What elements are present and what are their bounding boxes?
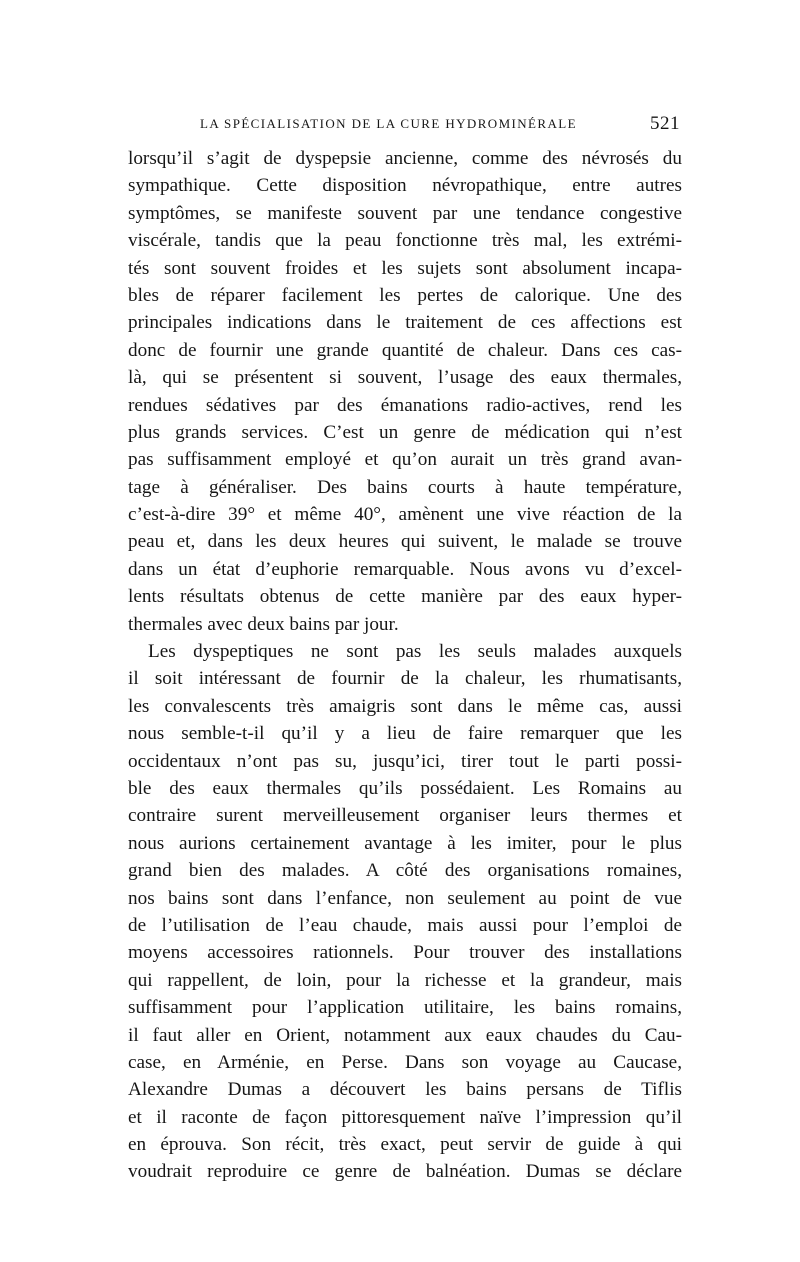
text-line: nos bains sont dans l’enfance, non seulement au point de vue (128, 887, 682, 909)
text-line: plus grands services. C’est un genre de médication qui n’est (128, 421, 682, 443)
text-line: il soit intéressant de fournir de la chaleur, les rhumatisants, (128, 668, 682, 690)
text-line: voudrait reproduire ce genre de balnéation. Dumas se déclare (128, 1161, 682, 1183)
text-line: tage à généraliser. Des bains courts à haute température, (128, 476, 682, 498)
text-line: Les dyspeptiques ne sont pas les seuls malades auxquels (148, 641, 682, 663)
text-line: lents résultats obtenus de cette manière par des eaux hyper- (128, 586, 682, 608)
text-line: symptômes, se manifeste souvent par une tendance congestive (128, 202, 682, 224)
running-title: LA SPÉCIALISATION DE LA CURE HYDROMINÉRALE (200, 116, 577, 131)
text-line: c’est-à-dire 39° et même 40°, amènent une vive réaction de la (128, 504, 682, 526)
text-line: il faut aller en Orient, notamment aux eaux chaudes du Cau- (128, 1024, 682, 1046)
text-line: ble des eaux thermales qu’ils possédaient. Les Romains au (128, 777, 682, 799)
text-line: pas suffisamment employé et qu’on aurait un très grand avan- (128, 449, 682, 471)
text-line: suffisamment pour l’application utilitaire, les bains romains, (128, 997, 682, 1019)
page-header (200, 113, 680, 138)
text-line: lorsqu’il s’agit de dyspepsie ancienne, comme des névrosés du (128, 148, 682, 169)
text-line: en éprouva. Son récit, très exact, peut servir de guide à qui (128, 1134, 682, 1156)
paragraph (128, 638, 682, 1186)
text-line: nous aurions certainement avantage à les imiter, pour le plus (128, 832, 682, 854)
text-line: moyens accessoires rationnels. Pour trouver des installations (128, 942, 682, 964)
text-line: nous semble-t-il qu’il y a lieu de faire remarquer que les (128, 723, 682, 745)
text-line: case, en Arménie, en Perse. Dans son voyage au Caucase, (128, 1051, 682, 1073)
paragraph (128, 145, 682, 638)
text-line: donc de fournir une grande quantité de chaleur. Dans ces cas- (128, 339, 682, 361)
text-line: tés sont souvent froides et les sujets sont absolument incapa- (128, 257, 682, 279)
text-line: peau et, dans les deux heures qui suivent, le malade se trouve (128, 531, 682, 553)
text-line: viscérale, tandis que la peau fonctionne très mal, les extrémi- (128, 230, 682, 252)
text-line: les convalescents très amaigris sont dans le même cas, aussi (128, 695, 682, 717)
text-line: bles de réparer facilement les pertes de calorique. Une des (128, 284, 682, 306)
text-line: dans un état d’euphorie remarquable. Nous avons vu d’excel- (128, 558, 682, 580)
text-line: qui rappellent, de loin, pour la richesse et la grandeur, mais (128, 969, 682, 991)
text-line: et il raconte de façon pittoresquement naïve l’impression qu’il (128, 1106, 682, 1128)
text-line: grand bien des malades. A côté des organisations romaines, (128, 860, 682, 882)
text-line: de l’utilisation de l’eau chaude, mais aussi pour l’emploi de (128, 914, 682, 936)
text-line: sympathique. Cette disposition névropathique, entre autres (128, 175, 682, 197)
body-text (128, 145, 682, 1186)
text-line: occidentaux n’ont pas su, jusqu’ici, tirer tout le parti possi- (128, 750, 682, 772)
text-line: Alexandre Dumas a découvert les bains persans de Tiflis (128, 1079, 682, 1101)
text-line: là, qui se présentent si souvent, l’usage des eaux thermales, (128, 367, 682, 389)
text-line: contraire surent merveilleusement organiser leurs thermes et (128, 805, 682, 827)
page-number: 521 (650, 113, 680, 134)
text-line: rendues sédatives par des émanations radio-actives, rend les (128, 394, 682, 416)
text-line: thermales avec deux bains par jour. (128, 613, 399, 635)
text-line: principales indications dans le traitement de ces affections est (128, 312, 682, 334)
